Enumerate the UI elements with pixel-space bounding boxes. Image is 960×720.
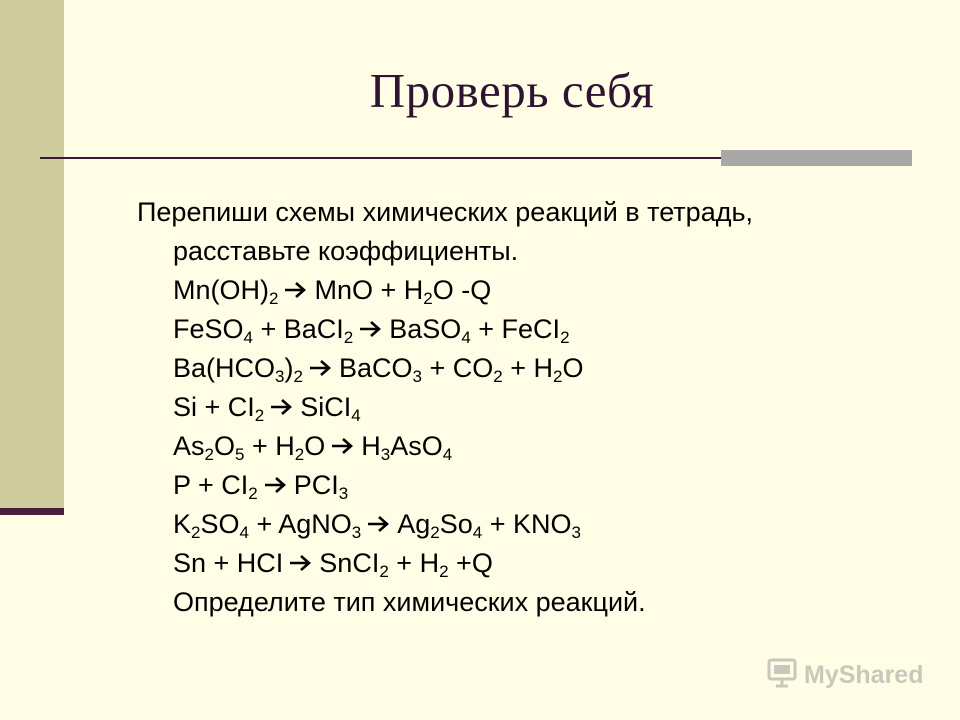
formula-text: + CO	[421, 353, 494, 383]
formula-subscript: 2	[560, 328, 570, 347]
formula-text: + H	[502, 353, 553, 383]
formula-subscript: 2	[343, 328, 354, 347]
formula-text: BaSO	[389, 314, 462, 344]
formula-subscript: 2	[423, 289, 433, 308]
watermark	[766, 656, 923, 694]
reaction-line	[137, 349, 927, 388]
reaction-line	[137, 466, 927, 505]
formula-text: + FeCI	[470, 314, 561, 344]
formula-subscript: 5	[235, 445, 245, 464]
formula-subscript: 3	[380, 445, 391, 464]
formula-text: O	[213, 431, 235, 461]
formula-text: O	[304, 431, 326, 461]
watermark-text: MyShared	[804, 660, 924, 689]
reaction-arrow-icon	[284, 280, 308, 300]
formula-subscript: 3	[275, 367, 285, 386]
formula-text: O -Q	[432, 275, 492, 305]
formula-text: P + CI	[173, 470, 249, 500]
formula-subscript: 3	[571, 523, 581, 542]
reaction-arrow-icon	[367, 514, 391, 534]
formula-text: SiCI	[300, 392, 352, 422]
formula-text: BaCO	[338, 353, 413, 383]
formula-text: SnCI	[319, 548, 380, 578]
formula-subscript: 4	[472, 523, 483, 542]
formula-subscript: 2	[552, 367, 563, 386]
formula-subscript: 3	[412, 367, 422, 386]
reaction-arrow-icon	[270, 397, 294, 417]
formula-text: + AgNO	[248, 509, 352, 539]
reaction-line	[137, 505, 927, 544]
formula-text: AsO	[390, 431, 443, 461]
reaction-line	[137, 427, 927, 466]
reaction-line	[137, 544, 927, 583]
formula-text: + H	[388, 548, 440, 578]
formula-text: PCI	[293, 470, 339, 500]
formula-subscript: 3	[338, 484, 349, 503]
formula-subscript: 2	[493, 367, 503, 386]
instruction-line-1: Перепиши схемы химических реакций в тетрадь,	[137, 197, 754, 227]
formula-text: SO	[200, 509, 240, 539]
formula-subscript: 4	[243, 328, 253, 347]
formula-subscript: 2	[430, 523, 440, 542]
formula-text: Si + CI	[173, 392, 255, 422]
reaction-arrow-icon	[359, 319, 383, 339]
formula-subscript: 2	[379, 562, 389, 581]
reaction-arrow-icon	[289, 553, 313, 573]
instruction-line-2: расставьте коэффициенты.	[173, 236, 519, 266]
formula-subscript: 2	[204, 445, 214, 464]
formula-text: Ba(HCO	[173, 353, 276, 383]
formula-subscript: 2	[294, 445, 305, 464]
reaction-arrow-icon	[309, 358, 333, 378]
reaction-line	[137, 388, 927, 427]
formula-text: +Q	[448, 548, 493, 578]
formula-text: FeSO	[173, 314, 244, 344]
reaction-arrow-icon	[264, 475, 288, 495]
formula-text: + H	[244, 431, 295, 461]
formula-subscript: 2	[439, 562, 449, 581]
formula-subscript: 4	[461, 328, 471, 347]
formula-subscript: 2	[293, 367, 303, 386]
formula-text: + KNO	[482, 509, 572, 539]
formula-text: So	[439, 509, 473, 539]
formula-subscript: 2	[254, 406, 265, 425]
left-decor-bar	[0, 508, 64, 515]
formula-text: )	[284, 353, 294, 383]
reaction-line	[137, 271, 927, 310]
closing-line: Определите тип химических реакций.	[173, 587, 646, 617]
formula-text: + BaCI	[253, 314, 344, 344]
reaction-arrow-icon	[331, 436, 355, 456]
formula-text: MnO + H	[314, 275, 424, 305]
presentation-icon	[766, 657, 798, 694]
formula-subscript: 4	[239, 523, 249, 542]
formula-subscript: 2	[191, 523, 201, 542]
formula-text: Ag	[397, 509, 431, 539]
reaction-list	[137, 271, 927, 583]
formula-text: Sn + HCI	[173, 548, 284, 578]
left-decor-band	[0, 0, 64, 512]
formula-subscript: 2	[248, 484, 258, 503]
title-rule-accent	[721, 150, 912, 166]
formula-subscript: 4	[442, 445, 453, 464]
reaction-line	[137, 310, 927, 349]
formula-text: K	[173, 509, 192, 539]
formula-text: H	[361, 431, 381, 461]
formula-subscript: 4	[351, 406, 361, 425]
formula-subscript: 2	[269, 289, 279, 308]
slide-body	[137, 193, 927, 622]
formula-text: O	[562, 353, 584, 383]
formula-subscript: 3	[351, 523, 362, 542]
slide-title: Проверь себя	[369, 63, 655, 118]
formula-text: As	[173, 431, 205, 461]
formula-text: Mn(OH)	[173, 275, 269, 305]
